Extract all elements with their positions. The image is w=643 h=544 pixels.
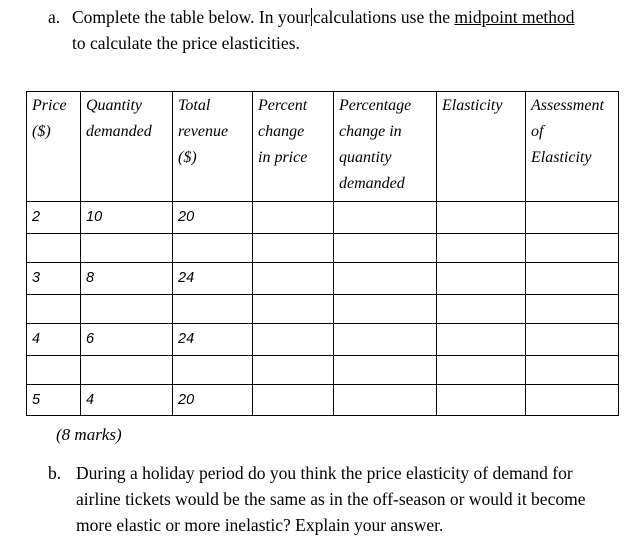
cell-blank[interactable] xyxy=(253,385,334,416)
question-b xyxy=(48,460,638,538)
question-b-line-2: airline tickets would be the same as in the off-season or would it become xyxy=(76,489,586,509)
question-a xyxy=(48,4,638,56)
question-b-letter: b. xyxy=(48,463,62,483)
cell-blank[interactable] xyxy=(253,295,334,324)
cell-blank[interactable] xyxy=(526,385,619,416)
cell-blank[interactable] xyxy=(526,263,619,295)
cell-quantity: 4 xyxy=(81,385,173,416)
cell-price: 2 xyxy=(27,202,81,234)
cell-quantity: 10 xyxy=(81,202,173,234)
cell-blank[interactable] xyxy=(526,234,619,263)
question-b-line-1 xyxy=(48,460,638,486)
cell-blank[interactable] xyxy=(437,356,526,385)
cell-revenue: 20 xyxy=(173,202,253,234)
header-percent-change-quantity: Percentage change in quantity demanded xyxy=(334,92,437,202)
cell-blank[interactable] xyxy=(81,234,173,263)
cell-blank[interactable] xyxy=(81,356,173,385)
midpoint-method-link: midpoint method xyxy=(454,7,575,27)
cell-blank[interactable] xyxy=(437,324,526,356)
cell-blank[interactable] xyxy=(253,356,334,385)
table-row xyxy=(27,202,619,234)
cell-revenue: 24 xyxy=(173,263,253,295)
cell-price: 5 xyxy=(27,385,81,416)
header-total-revenue: Total revenue ($) xyxy=(173,92,253,202)
question-a-line-1 xyxy=(48,4,638,30)
cell-blank[interactable] xyxy=(334,234,437,263)
cell-blank[interactable] xyxy=(81,295,173,324)
cell-price: 4 xyxy=(27,324,81,356)
cell-revenue: 20 xyxy=(173,385,253,416)
text-cursor xyxy=(311,8,312,26)
cell-blank[interactable] xyxy=(253,324,334,356)
cell-blank[interactable] xyxy=(334,356,437,385)
header-elasticity: Elasticity xyxy=(437,92,526,202)
elasticity-table xyxy=(26,91,619,416)
cell-blank[interactable] xyxy=(437,295,526,324)
cell-blank[interactable] xyxy=(173,356,253,385)
cell-blank[interactable] xyxy=(437,234,526,263)
cell-price: 3 xyxy=(27,263,81,295)
cell-blank[interactable] xyxy=(334,385,437,416)
cell-blank[interactable] xyxy=(334,202,437,234)
cell-blank[interactable] xyxy=(173,295,253,324)
cell-blank[interactable] xyxy=(334,324,437,356)
cell-blank[interactable] xyxy=(526,356,619,385)
cell-blank[interactable] xyxy=(27,356,81,385)
question-b-line-3: more elastic or more inelastic? Explain your answer. xyxy=(76,515,444,535)
cell-blank[interactable] xyxy=(437,202,526,234)
table-row-spacer xyxy=(27,234,619,263)
cell-blank[interactable] xyxy=(253,234,334,263)
question-a-letter: a. xyxy=(48,7,61,27)
cell-quantity: 6 xyxy=(81,324,173,356)
cell-blank[interactable] xyxy=(526,202,619,234)
table-row xyxy=(27,263,619,295)
header-price: Price ($) xyxy=(27,92,81,202)
cell-blank[interactable] xyxy=(437,385,526,416)
table-row xyxy=(27,385,619,416)
cell-blank[interactable] xyxy=(27,234,81,263)
header-percent-change-price: Percent change in price xyxy=(253,92,334,202)
cell-blank[interactable] xyxy=(437,263,526,295)
table-row-spacer xyxy=(27,295,619,324)
cell-quantity: 8 xyxy=(81,263,173,295)
table-header-row xyxy=(27,92,619,202)
question-b-text-line-1: During a holiday period do you think the price elasticity of demand for xyxy=(76,463,573,483)
question-a-text-part-1: Complete the table below. In your xyxy=(72,7,310,27)
table-row-spacer xyxy=(27,356,619,385)
header-assessment: Assessment of Elasticity xyxy=(526,92,619,202)
cell-blank[interactable] xyxy=(334,263,437,295)
cell-blank[interactable] xyxy=(173,234,253,263)
marks-label: (8 marks) xyxy=(56,425,122,444)
cell-blank[interactable] xyxy=(253,202,334,234)
cell-blank[interactable] xyxy=(526,295,619,324)
cell-blank[interactable] xyxy=(526,324,619,356)
header-quantity: Quantity demanded xyxy=(81,92,173,202)
cell-blank[interactable] xyxy=(27,295,81,324)
cell-revenue: 24 xyxy=(173,324,253,356)
table-row xyxy=(27,324,619,356)
cell-blank[interactable] xyxy=(253,263,334,295)
question-a-text-part-2: calculations use the xyxy=(312,7,451,27)
question-a-line-2: to calculate the price elasticities. xyxy=(72,33,300,53)
cell-blank[interactable] xyxy=(334,295,437,324)
